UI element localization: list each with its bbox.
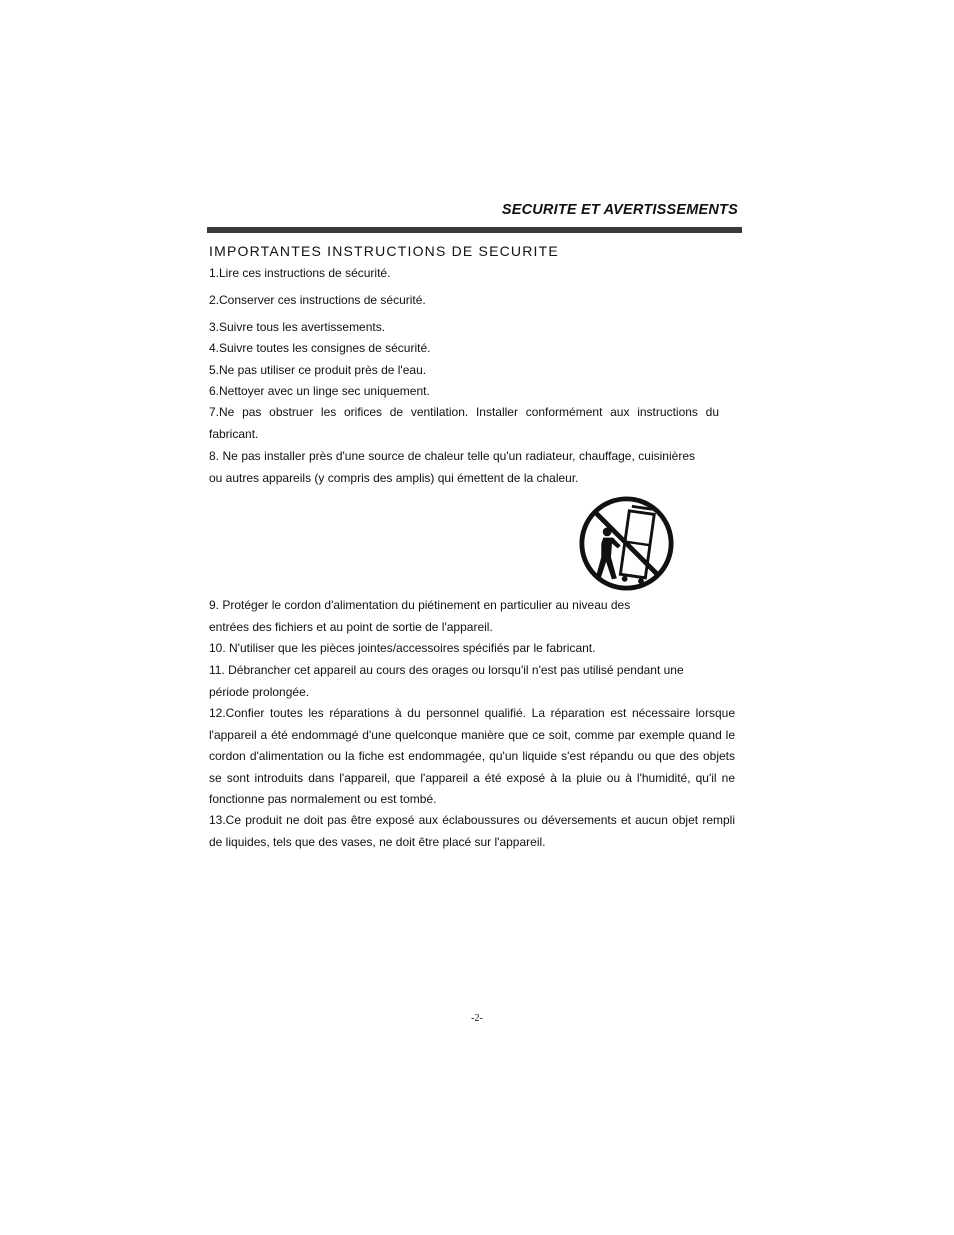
section-title: IMPORTANTES INSTRUCTIONS DE SECURITE: [209, 243, 559, 259]
page-header-title: SECURITE ET AVERTISSEMENTS: [501, 202, 738, 218]
header-divider: [207, 227, 742, 233]
instruction-item-10: 10. N'utiliser que les pièces jointes/accessoires spécifiés par le fabricant.: [209, 641, 596, 655]
no-tipping-cart-warning-icon: [578, 495, 675, 592]
instruction-item-2: 2.Conserver ces instructions de sécurité.: [209, 293, 426, 307]
instruction-item-6: 6.Nettoyer avec un linge sec uniquement.: [209, 384, 430, 398]
instruction-item-8: 8. Ne pas installer près d'une source de chaleur telle qu'un radiateur, chauffage, cuisinières ou autres appareils (y compris des amplis) qui émettent de la chaleur.: [209, 449, 695, 485]
instruction-item-7: 7.Ne pas obstruer les orifices de ventilation. Installer conformément aux instructions du fabricant.: [209, 405, 719, 441]
instruction-item-12: 12.Confier toutes les réparations à du personnel qualifié. La réparation est nécessaire lorsque l'appareil a été endommagé d'une quelconque manière que ce soit, comme par exemple quand le cordon d'alimentation ou la fiche est endommagée, qu'un liquide s'est répandu ou que des objets se sont introduits dans l'appareil, que l'appareil a été exposé à la pluie ou à l'humidité, qu'il ne fonctionne pas normalement ou est tombé.: [209, 706, 735, 806]
instruction-item-5: 5.Ne pas utiliser ce produit près de l'eau.: [209, 363, 427, 377]
instruction-item-1: 1.Lire ces instructions de sécurité.: [209, 266, 391, 280]
page-number: -2-: [471, 1013, 483, 1024]
instruction-item-13: 13.Ce produit ne doit pas être exposé aux éclaboussures ou déversements et aucun objet rempli de liquides, tels que des vases, ne doit être placé sur l'appareil.: [209, 813, 735, 849]
instruction-item-4: 4.Suivre toutes les consignes de sécurité.: [209, 341, 431, 355]
instruction-item-11: 11. Débrancher cet appareil au cours des orages ou lorsqu'il n'est pas utilisé pendant une période prolongée.: [209, 663, 684, 699]
instruction-item-3: 3.Suivre tous les avertissements.: [209, 320, 386, 334]
instruction-item-9: 9. Protéger le cordon d'alimentation du piétinement en particulier au niveau des entrées des fichiers et au point de sortie de l'appareil.: [209, 598, 631, 634]
